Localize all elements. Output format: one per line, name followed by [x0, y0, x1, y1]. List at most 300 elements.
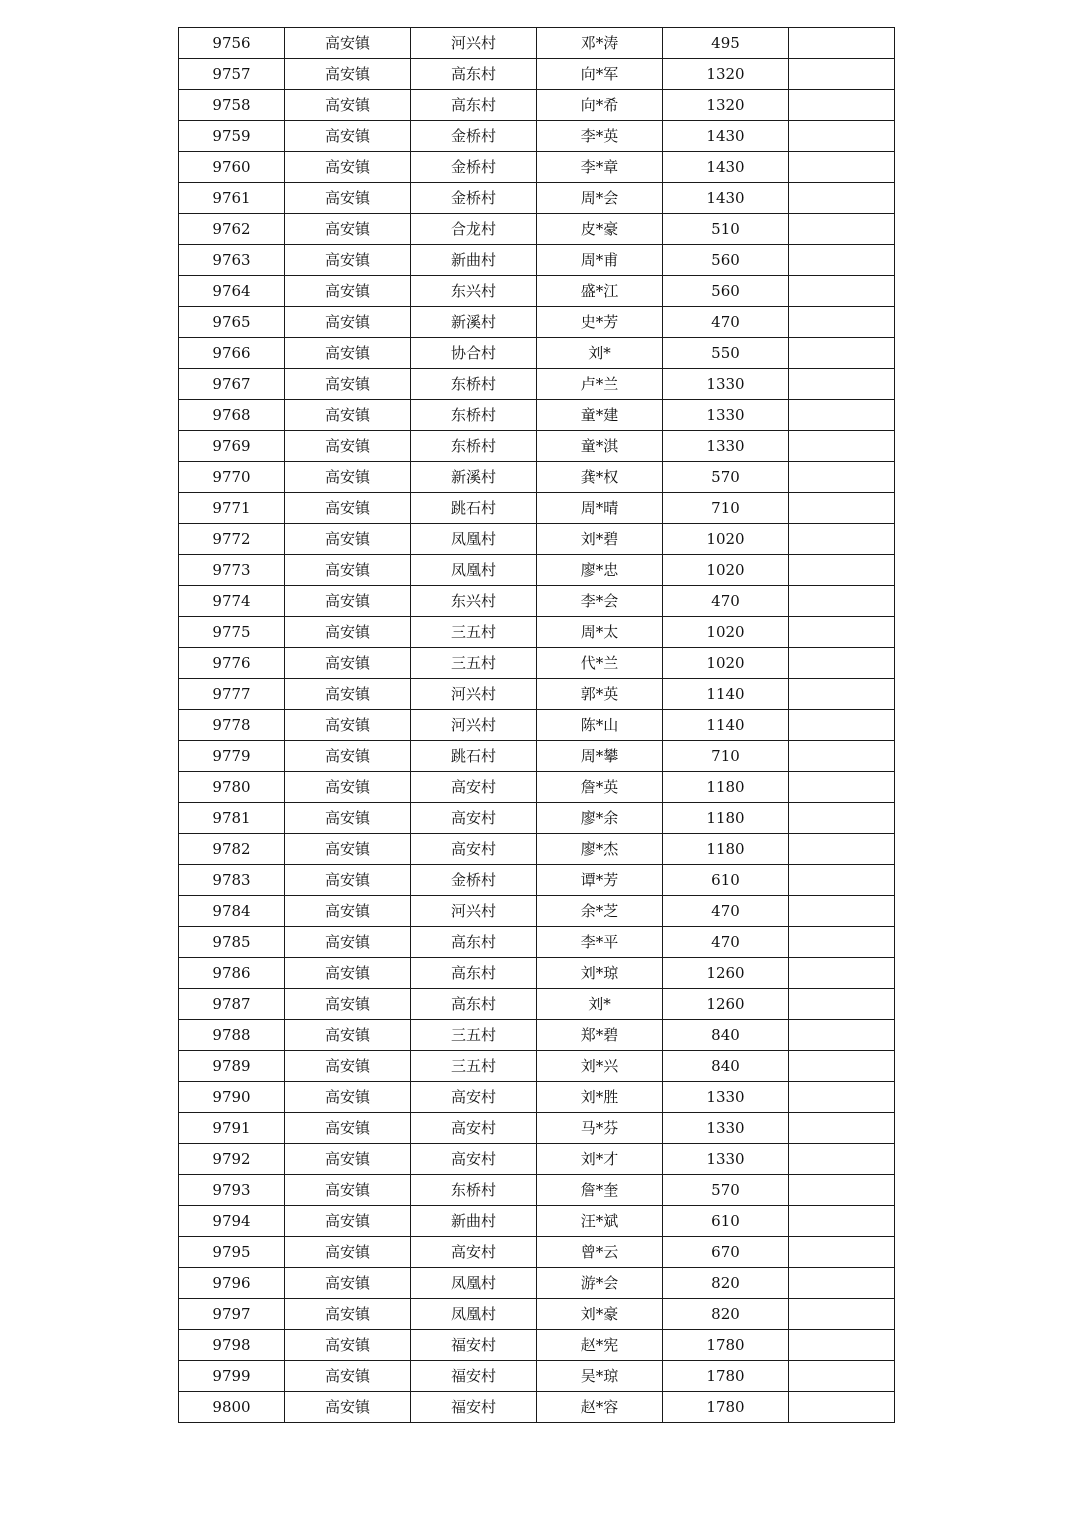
- cell-number: 9783: [179, 865, 285, 896]
- cell-number: 9792: [179, 1144, 285, 1175]
- cell-town: 高安镇: [285, 276, 411, 307]
- cell-number: 9785: [179, 927, 285, 958]
- cell-amount: 840: [663, 1051, 789, 1082]
- cell-town: 高安镇: [285, 648, 411, 679]
- cell-village: 高安村: [411, 834, 537, 865]
- table-row: [179, 865, 895, 896]
- cell-village: 高东村: [411, 90, 537, 121]
- cell-note: [789, 1113, 895, 1144]
- cell-note: [789, 865, 895, 896]
- roster-table: [178, 27, 895, 1423]
- cell-note: [789, 524, 895, 555]
- cell-note: [789, 834, 895, 865]
- cell-note: [789, 1082, 895, 1113]
- cell-name: 刘*胜: [537, 1082, 663, 1113]
- cell-name: 刘*兴: [537, 1051, 663, 1082]
- cell-village: 河兴村: [411, 679, 537, 710]
- table-row: [179, 1206, 895, 1237]
- cell-amount: 1180: [663, 803, 789, 834]
- cell-name: 向*军: [537, 59, 663, 90]
- cell-name: 卢*兰: [537, 369, 663, 400]
- cell-name: 游*会: [537, 1268, 663, 1299]
- table-row: [179, 1175, 895, 1206]
- roster-body: [179, 28, 895, 1423]
- cell-note: [789, 183, 895, 214]
- cell-name: 向*希: [537, 90, 663, 121]
- table-row: [179, 1051, 895, 1082]
- cell-note: [789, 958, 895, 989]
- cell-note: [789, 927, 895, 958]
- cell-name: 廖*忠: [537, 555, 663, 586]
- cell-town: 高安镇: [285, 710, 411, 741]
- cell-village: 福安村: [411, 1361, 537, 1392]
- cell-name: 李*会: [537, 586, 663, 617]
- cell-name: 郭*英: [537, 679, 663, 710]
- table-row: [179, 958, 895, 989]
- cell-amount: 470: [663, 307, 789, 338]
- cell-town: 高安镇: [285, 59, 411, 90]
- cell-note: [789, 710, 895, 741]
- table-row: [179, 710, 895, 741]
- cell-town: 高安镇: [285, 1268, 411, 1299]
- cell-name: 李*英: [537, 121, 663, 152]
- cell-note: [789, 400, 895, 431]
- table-row: [179, 617, 895, 648]
- cell-name: 谭*芳: [537, 865, 663, 896]
- cell-name: 刘*才: [537, 1144, 663, 1175]
- cell-amount: 1020: [663, 555, 789, 586]
- cell-number: 9775: [179, 617, 285, 648]
- table-row: [179, 59, 895, 90]
- cell-amount: 670: [663, 1237, 789, 1268]
- cell-name: 代*兰: [537, 648, 663, 679]
- cell-name: 余*芝: [537, 896, 663, 927]
- cell-name: 周*攀: [537, 741, 663, 772]
- cell-village: 三五村: [411, 617, 537, 648]
- cell-amount: 1430: [663, 121, 789, 152]
- table-row: [179, 772, 895, 803]
- cell-name: 盛*江: [537, 276, 663, 307]
- cell-town: 高安镇: [285, 307, 411, 338]
- cell-amount: 470: [663, 586, 789, 617]
- cell-amount: 1430: [663, 152, 789, 183]
- cell-village: 东兴村: [411, 276, 537, 307]
- cell-note: [789, 617, 895, 648]
- table-row: [179, 1113, 895, 1144]
- cell-note: [789, 369, 895, 400]
- table-row: [179, 1082, 895, 1113]
- cell-note: [789, 90, 895, 121]
- cell-town: 高安镇: [285, 214, 411, 245]
- cell-village: 河兴村: [411, 896, 537, 927]
- cell-town: 高安镇: [285, 927, 411, 958]
- cell-number: 9779: [179, 741, 285, 772]
- table-row: [179, 555, 895, 586]
- cell-village: 新曲村: [411, 245, 537, 276]
- cell-note: [789, 586, 895, 617]
- cell-village: 金桥村: [411, 865, 537, 896]
- cell-name: 刘*: [537, 989, 663, 1020]
- cell-town: 高安镇: [285, 431, 411, 462]
- cell-town: 高安镇: [285, 1330, 411, 1361]
- cell-village: 高安村: [411, 1237, 537, 1268]
- cell-town: 高安镇: [285, 586, 411, 617]
- cell-village: 三五村: [411, 1051, 537, 1082]
- cell-amount: 1260: [663, 989, 789, 1020]
- cell-town: 高安镇: [285, 245, 411, 276]
- cell-name: 詹*英: [537, 772, 663, 803]
- cell-amount: 710: [663, 741, 789, 772]
- cell-note: [789, 1299, 895, 1330]
- cell-town: 高安镇: [285, 524, 411, 555]
- cell-name: 马*芬: [537, 1113, 663, 1144]
- cell-town: 高安镇: [285, 90, 411, 121]
- cell-amount: 470: [663, 896, 789, 927]
- table-row: [179, 803, 895, 834]
- cell-amount: 610: [663, 1206, 789, 1237]
- table-row: [179, 1268, 895, 1299]
- cell-village: 金桥村: [411, 121, 537, 152]
- table-row: [179, 1299, 895, 1330]
- table-row: [179, 1144, 895, 1175]
- cell-village: 协合村: [411, 338, 537, 369]
- table-row: [179, 896, 895, 927]
- cell-amount: 1330: [663, 431, 789, 462]
- cell-town: 高安镇: [285, 462, 411, 493]
- cell-number: 9773: [179, 555, 285, 586]
- cell-village: 合龙村: [411, 214, 537, 245]
- cell-name: 周*晴: [537, 493, 663, 524]
- cell-note: [789, 28, 895, 59]
- cell-note: [789, 1020, 895, 1051]
- cell-number: 9781: [179, 803, 285, 834]
- cell-note: [789, 1206, 895, 1237]
- cell-note: [789, 338, 895, 369]
- cell-town: 高安镇: [285, 1237, 411, 1268]
- cell-amount: 1780: [663, 1330, 789, 1361]
- cell-village: 东桥村: [411, 431, 537, 462]
- cell-number: 9772: [179, 524, 285, 555]
- cell-number: 9795: [179, 1237, 285, 1268]
- cell-number: 9796: [179, 1268, 285, 1299]
- cell-village: 东兴村: [411, 586, 537, 617]
- cell-village: 高安村: [411, 772, 537, 803]
- table-row: [179, 989, 895, 1020]
- cell-town: 高安镇: [285, 152, 411, 183]
- cell-town: 高安镇: [285, 183, 411, 214]
- cell-town: 高安镇: [285, 369, 411, 400]
- cell-note: [789, 679, 895, 710]
- cell-number: 9782: [179, 834, 285, 865]
- cell-note: [789, 245, 895, 276]
- cell-number: 9770: [179, 462, 285, 493]
- cell-name: 刘*豪: [537, 1299, 663, 1330]
- cell-note: [789, 1051, 895, 1082]
- cell-note: [789, 896, 895, 927]
- cell-number: 9794: [179, 1206, 285, 1237]
- cell-village: 三五村: [411, 648, 537, 679]
- table-row: [179, 524, 895, 555]
- cell-town: 高安镇: [285, 493, 411, 524]
- cell-note: [789, 989, 895, 1020]
- cell-name: 詹*奎: [537, 1175, 663, 1206]
- cell-number: 9778: [179, 710, 285, 741]
- cell-town: 高安镇: [285, 338, 411, 369]
- cell-note: [789, 152, 895, 183]
- cell-town: 高安镇: [285, 1175, 411, 1206]
- cell-name: 廖*杰: [537, 834, 663, 865]
- cell-amount: 1780: [663, 1392, 789, 1423]
- cell-amount: 1140: [663, 679, 789, 710]
- cell-number: 9768: [179, 400, 285, 431]
- cell-name: 周*太: [537, 617, 663, 648]
- cell-note: [789, 121, 895, 152]
- cell-village: 新曲村: [411, 1206, 537, 1237]
- table-row: [179, 307, 895, 338]
- cell-number: 9790: [179, 1082, 285, 1113]
- cell-village: 凤凰村: [411, 555, 537, 586]
- cell-name: 皮*豪: [537, 214, 663, 245]
- cell-town: 高安镇: [285, 1144, 411, 1175]
- table-row: [179, 152, 895, 183]
- table-row: [179, 1361, 895, 1392]
- cell-town: 高安镇: [285, 679, 411, 710]
- cell-town: 高安镇: [285, 741, 411, 772]
- cell-village: 新溪村: [411, 307, 537, 338]
- cell-name: 曾*云: [537, 1237, 663, 1268]
- cell-number: 9786: [179, 958, 285, 989]
- cell-number: 9780: [179, 772, 285, 803]
- cell-name: 陈*山: [537, 710, 663, 741]
- cell-number: 9791: [179, 1113, 285, 1144]
- cell-name: 周*会: [537, 183, 663, 214]
- cell-town: 高安镇: [285, 958, 411, 989]
- cell-town: 高安镇: [285, 555, 411, 586]
- cell-village: 高东村: [411, 989, 537, 1020]
- cell-town: 高安镇: [285, 1020, 411, 1051]
- cell-note: [789, 1330, 895, 1361]
- cell-name: 史*芳: [537, 307, 663, 338]
- cell-amount: 570: [663, 462, 789, 493]
- cell-village: 河兴村: [411, 710, 537, 741]
- cell-village: 高东村: [411, 927, 537, 958]
- cell-number: 9763: [179, 245, 285, 276]
- cell-name: 刘*: [537, 338, 663, 369]
- cell-town: 高安镇: [285, 617, 411, 648]
- table-row: [179, 927, 895, 958]
- cell-note: [789, 772, 895, 803]
- cell-name: 赵*宪: [537, 1330, 663, 1361]
- table-row: [179, 338, 895, 369]
- cell-number: 9762: [179, 214, 285, 245]
- cell-name: 汪*斌: [537, 1206, 663, 1237]
- cell-amount: 1430: [663, 183, 789, 214]
- table-row: [179, 400, 895, 431]
- cell-number: 9760: [179, 152, 285, 183]
- cell-number: 9797: [179, 1299, 285, 1330]
- table-row: [179, 276, 895, 307]
- cell-amount: 1180: [663, 834, 789, 865]
- cell-town: 高安镇: [285, 896, 411, 927]
- cell-note: [789, 307, 895, 338]
- cell-village: 高安村: [411, 1082, 537, 1113]
- cell-town: 高安镇: [285, 1051, 411, 1082]
- cell-number: 9765: [179, 307, 285, 338]
- cell-note: [789, 555, 895, 586]
- cell-amount: 820: [663, 1268, 789, 1299]
- cell-village: 高东村: [411, 59, 537, 90]
- cell-note: [789, 1175, 895, 1206]
- cell-amount: 820: [663, 1299, 789, 1330]
- cell-amount: 510: [663, 214, 789, 245]
- cell-number: 9758: [179, 90, 285, 121]
- table-row: [179, 214, 895, 245]
- cell-town: 高安镇: [285, 121, 411, 152]
- cell-village: 金桥村: [411, 152, 537, 183]
- cell-town: 高安镇: [285, 1206, 411, 1237]
- table-row: [179, 493, 895, 524]
- cell-number: 9777: [179, 679, 285, 710]
- table-row: [179, 1392, 895, 1423]
- cell-name: 刘*琼: [537, 958, 663, 989]
- cell-number: 9759: [179, 121, 285, 152]
- cell-amount: 1020: [663, 524, 789, 555]
- cell-name: 郑*碧: [537, 1020, 663, 1051]
- cell-note: [789, 1144, 895, 1175]
- table-row: [179, 431, 895, 462]
- cell-amount: 1330: [663, 1144, 789, 1175]
- cell-name: 童*建: [537, 400, 663, 431]
- cell-number: 9761: [179, 183, 285, 214]
- cell-number: 9756: [179, 28, 285, 59]
- cell-number: 9798: [179, 1330, 285, 1361]
- cell-name: 廖*余: [537, 803, 663, 834]
- table-row: [179, 648, 895, 679]
- table-row: [179, 586, 895, 617]
- cell-number: 9769: [179, 431, 285, 462]
- cell-note: [789, 59, 895, 90]
- cell-number: 9788: [179, 1020, 285, 1051]
- cell-note: [789, 276, 895, 307]
- cell-note: [789, 803, 895, 834]
- cell-name: 邓*涛: [537, 28, 663, 59]
- cell-village: 东桥村: [411, 369, 537, 400]
- cell-amount: 550: [663, 338, 789, 369]
- cell-village: 凤凰村: [411, 1268, 537, 1299]
- cell-town: 高安镇: [285, 28, 411, 59]
- cell-name: 李*平: [537, 927, 663, 958]
- cell-town: 高安镇: [285, 1299, 411, 1330]
- cell-note: [789, 431, 895, 462]
- cell-number: 9771: [179, 493, 285, 524]
- cell-note: [789, 741, 895, 772]
- cell-town: 高安镇: [285, 1361, 411, 1392]
- cell-amount: 1320: [663, 90, 789, 121]
- cell-amount: 1260: [663, 958, 789, 989]
- cell-amount: 710: [663, 493, 789, 524]
- cell-amount: 1320: [663, 59, 789, 90]
- table-row: [179, 1237, 895, 1268]
- cell-village: 跳石村: [411, 741, 537, 772]
- table-row: [179, 462, 895, 493]
- cell-note: [789, 1392, 895, 1423]
- cell-amount: 1330: [663, 400, 789, 431]
- cell-village: 高安村: [411, 1144, 537, 1175]
- cell-town: 高安镇: [285, 1113, 411, 1144]
- cell-town: 高安镇: [285, 803, 411, 834]
- cell-number: 9787: [179, 989, 285, 1020]
- cell-amount: 560: [663, 245, 789, 276]
- cell-amount: 1330: [663, 369, 789, 400]
- table-row: [179, 834, 895, 865]
- cell-village: 三五村: [411, 1020, 537, 1051]
- cell-note: [789, 1361, 895, 1392]
- cell-number: 9767: [179, 369, 285, 400]
- cell-town: 高安镇: [285, 834, 411, 865]
- cell-village: 河兴村: [411, 28, 537, 59]
- cell-name: 周*甫: [537, 245, 663, 276]
- cell-name: 赵*容: [537, 1392, 663, 1423]
- cell-town: 高安镇: [285, 989, 411, 1020]
- table-row: [179, 28, 895, 59]
- cell-amount: 1330: [663, 1082, 789, 1113]
- cell-town: 高安镇: [285, 772, 411, 803]
- cell-number: 9774: [179, 586, 285, 617]
- table-row: [179, 741, 895, 772]
- table-row: [179, 90, 895, 121]
- cell-village: 跳石村: [411, 493, 537, 524]
- cell-note: [789, 214, 895, 245]
- cell-town: 高安镇: [285, 1392, 411, 1423]
- table-row: [179, 183, 895, 214]
- table-row: [179, 369, 895, 400]
- cell-amount: 1140: [663, 710, 789, 741]
- table-row: [179, 245, 895, 276]
- cell-amount: 1020: [663, 648, 789, 679]
- cell-number: 9764: [179, 276, 285, 307]
- cell-amount: 1020: [663, 617, 789, 648]
- cell-village: 高东村: [411, 958, 537, 989]
- cell-number: 9793: [179, 1175, 285, 1206]
- cell-name: 龚*权: [537, 462, 663, 493]
- table-row: [179, 1330, 895, 1361]
- cell-note: [789, 462, 895, 493]
- cell-amount: 470: [663, 927, 789, 958]
- cell-village: 金桥村: [411, 183, 537, 214]
- cell-village: 凤凰村: [411, 524, 537, 555]
- cell-village: 高安村: [411, 1113, 537, 1144]
- table-row: [179, 121, 895, 152]
- cell-note: [789, 648, 895, 679]
- cell-amount: 1780: [663, 1361, 789, 1392]
- cell-note: [789, 493, 895, 524]
- cell-name: 刘*碧: [537, 524, 663, 555]
- cell-name: 李*章: [537, 152, 663, 183]
- cell-town: 高安镇: [285, 400, 411, 431]
- cell-amount: 1180: [663, 772, 789, 803]
- cell-name: 童*淇: [537, 431, 663, 462]
- cell-village: 福安村: [411, 1392, 537, 1423]
- cell-number: 9800: [179, 1392, 285, 1423]
- cell-village: 新溪村: [411, 462, 537, 493]
- cell-number: 9799: [179, 1361, 285, 1392]
- cell-amount: 570: [663, 1175, 789, 1206]
- cell-number: 9776: [179, 648, 285, 679]
- cell-village: 东桥村: [411, 400, 537, 431]
- cell-number: 9784: [179, 896, 285, 927]
- cell-name: 吴*琼: [537, 1361, 663, 1392]
- table-row: [179, 1020, 895, 1051]
